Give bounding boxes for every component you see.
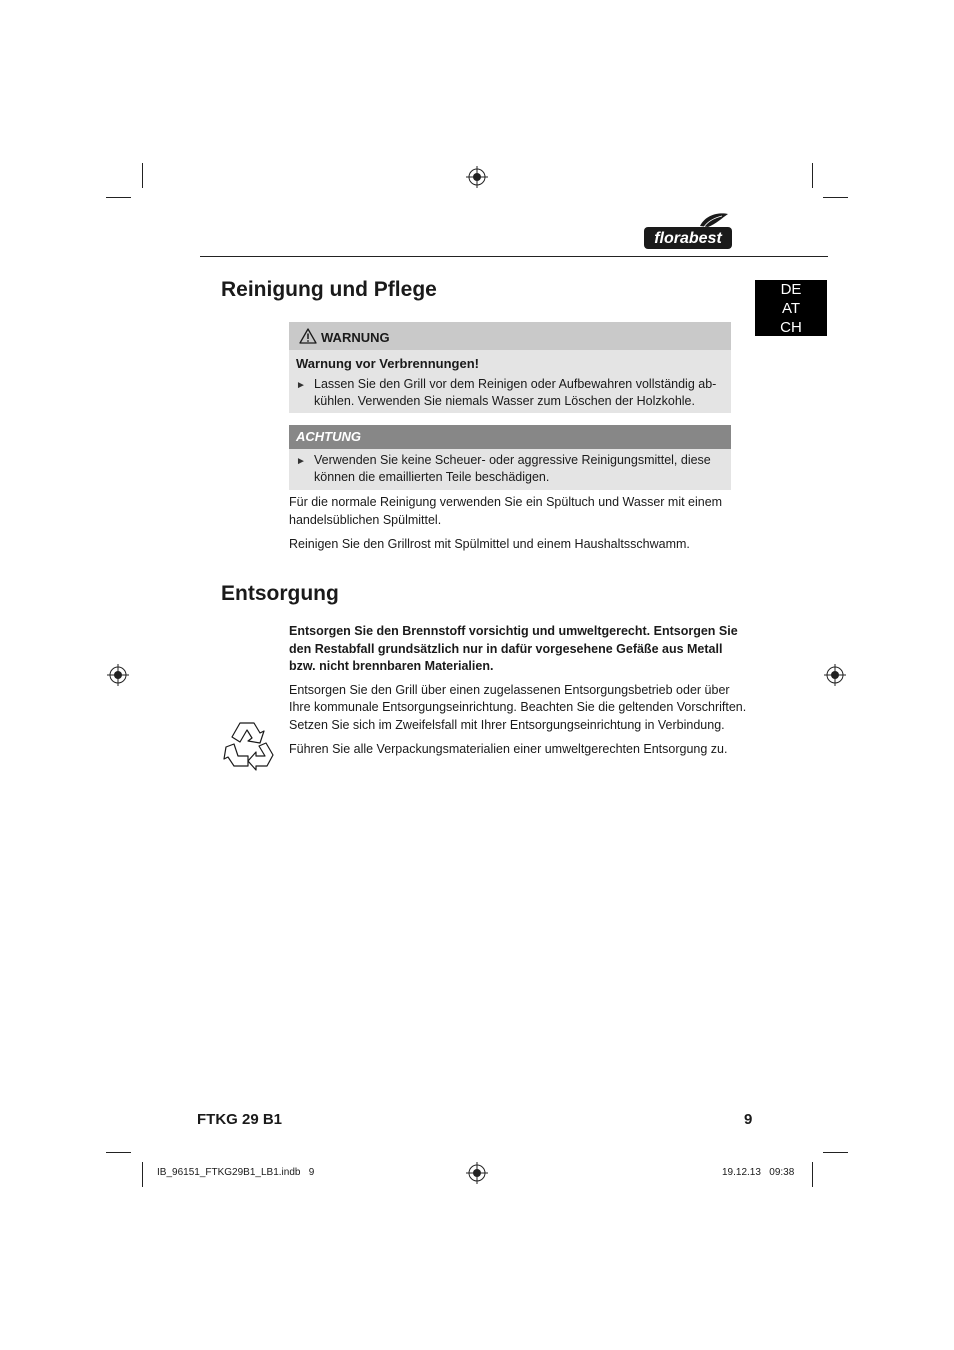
- cleaning-para1-line1: Für die normale Reinigung verwenden Sie ein Spültuch und Wasser mit einem: [289, 495, 723, 509]
- disposal-bold-line1: Entsorgen Sie den Brennstoff vorsichtig und umweltgerecht. Entsorgen Sie: [289, 624, 738, 638]
- caution-header: [289, 425, 731, 449]
- crop-mark: [812, 163, 813, 188]
- warning-body: [289, 350, 731, 413]
- crop-mark: [823, 1152, 848, 1153]
- warning-triangle-icon: [299, 328, 317, 344]
- registration-mark-icon: [107, 664, 129, 686]
- recycle-icon: [220, 719, 278, 773]
- caution-label: ACHTUNG: [296, 429, 361, 444]
- lang-de: DE: [780, 281, 802, 298]
- language-tab: [755, 280, 827, 336]
- cleaning-para1-line2: handelsüblichen Spülmittel.: [289, 513, 442, 527]
- section-title-cleaning: Reinigung und Pflege: [221, 278, 437, 301]
- registration-mark-icon: [466, 1162, 488, 1184]
- warning-header: [289, 322, 731, 350]
- slug-date: 19.12.13 09:38: [722, 1167, 795, 1178]
- lang-ch: CH: [780, 319, 802, 336]
- header-rule: [200, 256, 828, 257]
- registration-mark-icon: [466, 166, 488, 188]
- crop-mark: [142, 1162, 143, 1187]
- crop-mark: [823, 197, 848, 198]
- crop-mark: [812, 1162, 813, 1187]
- crop-mark: [106, 1152, 131, 1153]
- caution-item-line2: können die emaillierten Teile beschädigen.: [314, 470, 550, 484]
- disposal-bold-line3: bzw. nicht brennbaren Materialien.: [289, 659, 494, 673]
- section-title-disposal: Entsorgung: [221, 582, 339, 605]
- arrow-bullet-icon: ►: [296, 380, 306, 391]
- slug-file: IB_96151_FTKG29B1_LB1.indb 9: [157, 1167, 315, 1178]
- footer-model: FTKG 29 B1: [197, 1111, 283, 1128]
- disposal-para2: Führen Sie alle Verpackungsmaterialien einer umweltgerechten Entsorgung zu.: [289, 742, 728, 756]
- logo-text: florabest: [654, 230, 722, 247]
- disposal-para1-line3: Setzen Sie sich im Zweifelsfall mit Ihrer Entsorgungseinrichtung in Verbindung.: [289, 718, 725, 732]
- arrow-bullet-icon: ►: [296, 456, 306, 467]
- cleaning-para2: Reinigen Sie den Grillrost mit Spülmittel und einem Haushaltsschwamm.: [289, 537, 690, 551]
- registration-mark-icon: [824, 664, 846, 686]
- caution-body: [289, 449, 731, 490]
- disposal-bold-line2: den Restabfall grundsätzlich nur in dafür vorgesehene Gefäße aus Metall: [289, 642, 723, 656]
- crop-mark: [142, 163, 143, 188]
- disposal-para1-line2: Ihre kommunale Entsorgungseinrichtung. Beachten Sie die geltenden Vorschriften.: [289, 700, 747, 714]
- warning-item-line2: kühlen. Verwenden Sie niemals Wasser zum Löschen der Holzkohle.: [314, 394, 695, 408]
- lang-at: AT: [781, 300, 801, 317]
- warning-item-line1: Lassen Sie den Grill vor dem Reinigen oder Aufbewahren vollständig ab-: [314, 377, 717, 391]
- warning-heading: Warnung vor Verbrennungen!: [296, 356, 479, 371]
- warning-label: WARNUNG: [321, 330, 390, 345]
- crop-mark: [106, 197, 131, 198]
- disposal-para1-line1: Entsorgen Sie den Grill über einen zugelassenen Entsorgungsbetrieb oder über: [289, 683, 730, 697]
- brand-logo: [642, 212, 734, 250]
- page-number: 9: [744, 1111, 753, 1128]
- caution-item-line1: Verwenden Sie keine Scheuer- oder aggressive Reinigungsmittel, diese: [314, 453, 711, 467]
